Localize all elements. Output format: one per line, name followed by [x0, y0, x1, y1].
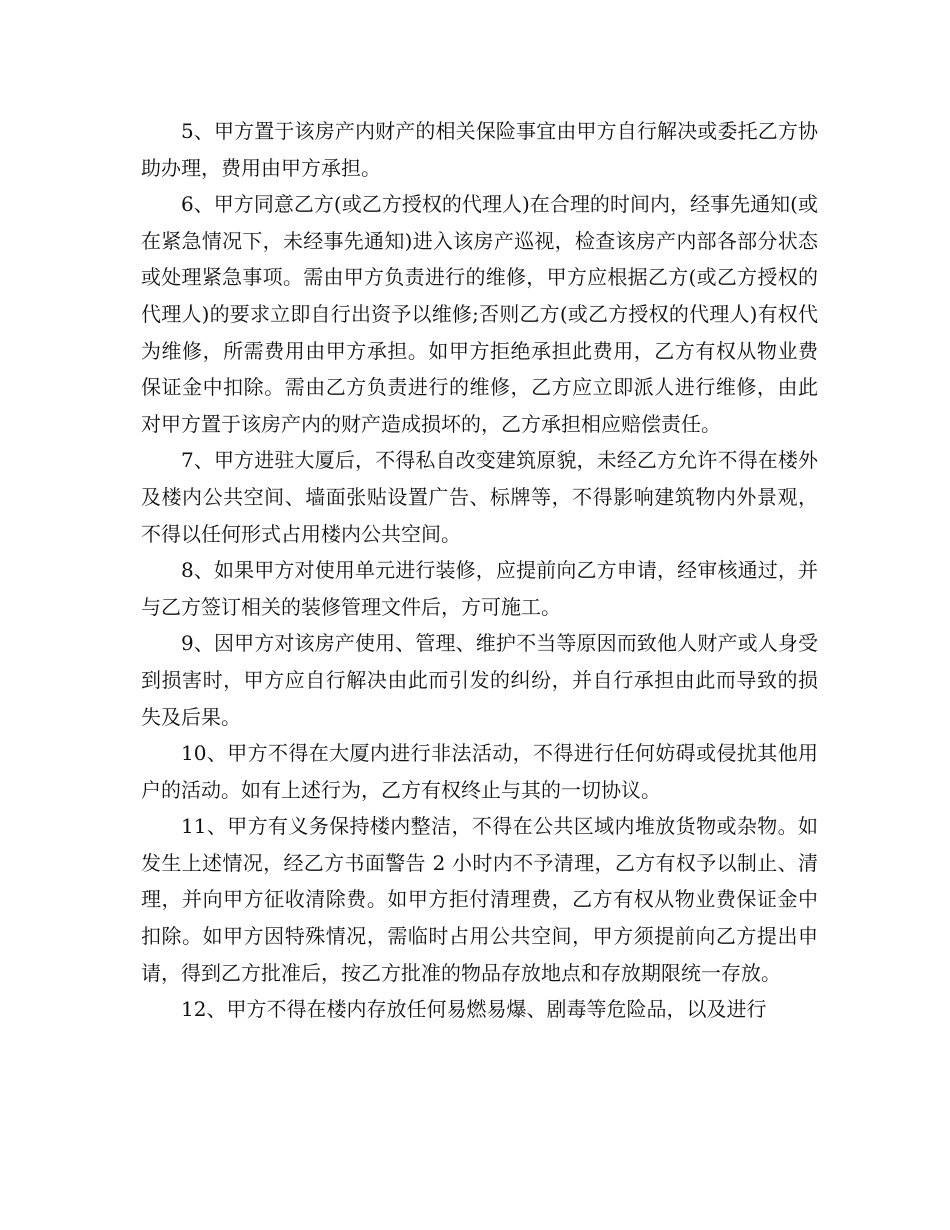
- clause-5: 5、甲方置于该房产内财产的相关保险事宜由甲方自行解决或委托乙方协助办理，费用由甲方承担。: [141, 119, 818, 180]
- clause-9: 9、因甲方对该房产使用、管理、维护不当等原因而致他人财产或人身受到损害时，甲方应自行解决由此而引发的纠纷，并自行承担由此而导致的损失及后果。: [141, 631, 818, 729]
- clause-6: 6、甲方同意乙方(或乙方授权的代理人)在合理的时间内，经事先通知(或在紧急情况下，未经事先通知)进入该房产巡视，检查该房产内部各部分状态或处理紧急事项。需由甲方负责进行的维修，甲方应根据乙方(或乙方授权的代理人)的要求立即自行出资予以维修;否则乙方(或乙方授权的代理人)有权代为维修，所需费用由甲方承担。如甲方拒绝承担此费用，乙方有权从物业费保证金中扣除。需由乙方负责进行的维修，乙方应立即派人进行维修，由此对甲方置于该房产内的财产造成损坏的，乙方承担相应赔偿责任。: [141, 192, 818, 436]
- clause-7: 7、甲方进驻大厦后，不得私自改变建筑原貌，未经乙方允许不得在楼外及楼内公共空间、墙面张贴设置广告、标牌等，不得影响建筑物内外景观，不得以任何形式占用楼内公共空间。: [141, 448, 818, 546]
- document-body: [141, 113, 818, 1028]
- clause-10: 10、甲方不得在大厦内进行非法活动，不得进行任何妨碍或侵扰其他用户的活动。如有上述行为，乙方有权终止与其的一切协议。: [141, 741, 818, 802]
- clause-11: 11、甲方有义务保持楼内整洁，不得在公共区域内堆放货物或杂物。如发生上述情况，经乙方书面警告 2 小时内不予清理，乙方有权予以制止、清理，并向甲方征收清除费。如甲方拒付清理费，乙方有权从物业费保证金中扣除。如甲方因特殊情况，需临时占用公共空间，甲方须提前向乙方提出申请，得到乙方批准后，按乙方批准的物品存放地点和存放期限统一存放。: [141, 814, 818, 985]
- clause-8: 8、如果甲方对使用单元进行装修，应提前向乙方申请，经审核通过，并与乙方签订相关的装修管理文件后，方可施工。: [141, 558, 818, 619]
- clause-12: 12、甲方不得在楼内存放任何易燃易爆、剧毒等危险品，以及进行: [181, 997, 767, 1022]
